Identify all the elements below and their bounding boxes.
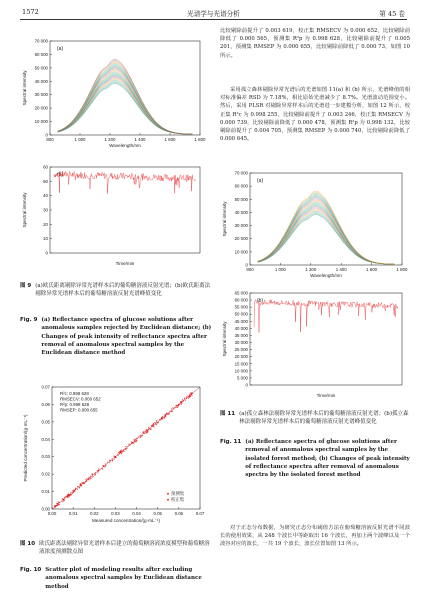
fig10-point: [92, 477, 93, 478]
fig11a-spectrum-line: [258, 215, 395, 265]
fig10-point: [128, 444, 129, 445]
fig9a-spectrum-line: [58, 66, 193, 135]
fig11a-xtick-label: 800: [246, 267, 254, 272]
fig10-point: [107, 462, 108, 463]
fig9a-spectrum-line: [58, 84, 193, 135]
fig10-point: [97, 472, 98, 473]
fig9a-ytick-label: 10 000: [34, 119, 48, 125]
fig10-ytick-label: 0.02: [41, 471, 50, 477]
fig10-point: [167, 414, 168, 415]
fig10-point: [144, 433, 145, 434]
fig10-point: [90, 475, 91, 476]
fig10-point: [119, 452, 120, 453]
fig10-point: [72, 493, 73, 494]
fig10-point: [98, 468, 99, 469]
fig10-xtick-label: 0.01: [68, 511, 78, 516]
fig11a-xtick-label: 1 600: [366, 267, 378, 272]
fig9a-chart: [18, 36, 208, 156]
fig11a-ylabel: Spectral intensity: [222, 201, 227, 237]
fig9a-ytick-label: 30 000: [34, 92, 48, 98]
fig11b-ytick-label: 65 000: [234, 290, 248, 296]
fig11a-ytick-label: 30 000: [234, 223, 248, 229]
journal-title: 光谱学与光谱分析: [187, 10, 240, 18]
fig11b-ytick-label: 10 000: [234, 368, 248, 374]
fig10-point: [54, 505, 55, 506]
fig10-point: [62, 501, 63, 502]
fig9a-spectrum-line: [58, 67, 193, 135]
fig9-label-cn: 图 9: [20, 283, 32, 289]
fig11a-ytick-label: 40 000: [234, 209, 248, 215]
fig9a-ytick-label: 50 000: [34, 65, 48, 71]
fig10-label-en: Fig. 10: [20, 567, 42, 573]
fig9-text-en: (a) Reflectance spectra of glucose solutions after anomalous samples rejected by Euclidean distance; (b) Changes of peak intensity of reflectance spectra after removal of anomalous spectral samples by the Euclidean distance method: [41, 317, 212, 357]
fig10-point: [109, 462, 110, 463]
fig9a-spectrum-line: [58, 69, 193, 134]
fig10-ytick-label: 0.07: [41, 384, 50, 390]
fig10-point: [57, 503, 58, 504]
paragraph-2: 采用孤立森林剔除异常光谱后的光谱如图 11(a) 和 (b) 所示，光谱峰值的相对标准偏差 RSD 为 7.18%，相比原始光谱减少了 8.7%。光谱波动范围变小。然后，采用 PLSR 对剔除异常样本后的光谱进一步建模分析，如图 12 所示，校正集 R²c 为 0.998 255，比较剔除前提升了 0.003 246，校正集 RMSECV 为 0.000 739，比较剔除前降低了 0.000 478，预测集 R²p 为 0.998 132，比较剔除前提升了 0.004 705，预测集 RMSEP 为 0.000 740，比较剔除前降低了 0.000 645。: [220, 87, 410, 143]
fig11a-spectrum-line: [258, 212, 395, 264]
fig10-point: [121, 453, 122, 454]
fig10-point: [70, 492, 71, 493]
fig11a-ytick-label: 50 000: [234, 196, 248, 202]
fig10-stat: RMSEP: 0.000 655: [60, 407, 98, 413]
fig10-point: [121, 449, 122, 450]
fig11a-ytick-label: 60 000: [234, 183, 248, 189]
fig10-point: [136, 438, 137, 439]
fig10-ytick-label: 0.00: [41, 506, 50, 512]
fig10-xtick-label: 0.05: [153, 511, 162, 516]
fig11a-ytick-label: 0: [245, 262, 248, 268]
fig10-point: [153, 423, 154, 424]
fig11b-ytick-label: 50 000: [234, 311, 248, 317]
fig10-point: [64, 499, 65, 500]
volume-label: 第 45 卷: [379, 10, 405, 18]
fig11b-ytick-label: 60 000: [234, 297, 248, 303]
fig11b-ytick-label: 45 000: [234, 318, 248, 324]
fig9-text-cn: (a)欧氏距离剔除异常光谱样本后的葡萄糖溶液反射光谱；(b)欧氏距离法剔除异常光谱样本后的葡萄糖溶液反射光谱峰值变化: [35, 283, 211, 298]
fig10-xtick-label: 0.03: [111, 511, 120, 516]
fig11-label-en: Fig. 11: [220, 439, 242, 445]
fig9b-xlabel: Time/min: [115, 261, 135, 266]
fig10-caption-cn: [20, 540, 212, 557]
fig10-point: [181, 404, 182, 405]
fig10-point: [141, 435, 142, 436]
fig10-point: [118, 455, 119, 456]
fig10-point: [90, 478, 91, 479]
fig10-point: [145, 430, 146, 431]
fig10-xlabel: Measured concentration/(g·mL⁻¹): [91, 518, 161, 523]
fig11b-tag: (b): [257, 298, 264, 304]
fig10-point: [162, 416, 163, 417]
page-number: 1572: [22, 8, 39, 16]
fig9b-ylabel: Spectral intensity: [22, 192, 27, 228]
fig9b-ytick-label: 50: [43, 178, 48, 184]
fig10-point: [143, 431, 144, 432]
fig10-point: [153, 426, 154, 427]
fig10-point: [112, 460, 113, 461]
fig10-xtick-label: 0.00: [47, 511, 57, 516]
fig11-caption-cn: [220, 410, 412, 427]
fig9a-ytick-label: 20 000: [34, 105, 48, 111]
fig9b-ytick-label: 10: [43, 236, 48, 242]
fig11a-xtick-label: 1 000: [274, 267, 286, 272]
fig11a-ytick-label: 70 000: [234, 170, 248, 176]
fig11a-spectrum-line: [258, 214, 395, 265]
fig10-point: [140, 437, 141, 438]
fig11b-ytick-label: 5 000: [237, 375, 248, 381]
fig10-point: [135, 441, 136, 442]
fig9a-ylabel: Spectral intensity: [22, 70, 27, 106]
fig11a-xlabel: Wavelength/nm: [310, 273, 342, 278]
fig11a-ytick-label: 20 000: [234, 236, 248, 242]
fig9a-spectrum-line: [58, 70, 193, 134]
fig9b: [18, 162, 208, 274]
fig10-legend-label: 校正集: [171, 497, 185, 502]
fig10-point: [152, 424, 153, 425]
fig10-point: [177, 406, 178, 407]
fig10-point: [151, 425, 152, 426]
fig10: [18, 382, 208, 532]
fig11b-ytick-label: 55 000: [234, 304, 248, 310]
fig10-point: [156, 420, 157, 421]
fig10-point: [191, 392, 192, 393]
fig10-point: [189, 394, 190, 395]
fig10-legend-marker: [167, 499, 169, 501]
fig10-point: [189, 397, 190, 398]
fig9a-xtick-label: 1 000: [74, 137, 86, 142]
fig10-chart: [18, 382, 208, 532]
fig9a-xtick-label: 1 200: [104, 137, 116, 142]
fig9a-spectrum-line: [58, 65, 193, 135]
fig9a-xlabel: Wavelength/nm: [109, 143, 141, 148]
fig11a-spectrum-line: [258, 192, 395, 264]
fig11a-spectrum-line: [258, 191, 395, 264]
fig11-text-cn: (a)孤立森林法剔除异常光谱样本后的葡萄糖溶液反射光谱；(b)孤立森林法剔除异常光谱样本后的葡萄糖溶液反射光谱峰值变化: [239, 411, 409, 426]
fig11a-xtick-label: 1 400: [335, 267, 347, 272]
fig11-label-cn: 图 11: [220, 411, 236, 417]
fig10-point: [113, 456, 114, 457]
fig9a-xtick-label: 800: [46, 137, 54, 142]
fig10-point: [105, 463, 106, 464]
fig10-point: [146, 432, 147, 433]
fig11-caption-en: [220, 438, 412, 479]
fig9a-spectrum-line: [58, 82, 193, 134]
fig10-point: [105, 466, 106, 467]
fig11a-tag: (a): [257, 178, 264, 184]
fig10-point: [75, 488, 76, 489]
fig10-xtick-label: 0.04: [132, 511, 141, 516]
fig10-ytick-label: 0.04: [41, 436, 50, 442]
fig10-label-cn: 图 10: [20, 541, 36, 547]
fig9a-ytick-label: 0: [45, 132, 48, 138]
fig11a: [218, 168, 410, 286]
fig9b-frame: [50, 167, 200, 253]
fig10-point: [93, 476, 94, 477]
fig11b-ylabel: Spectral intensity: [222, 321, 227, 357]
fig10-point: [157, 422, 158, 423]
fig10-point: [171, 408, 172, 409]
fig11b-chart: [218, 288, 410, 406]
fig11b-ytick-label: 15 000: [234, 361, 248, 367]
fig10-point: [175, 405, 176, 406]
fig10-ytick-label: 0.05: [41, 419, 50, 425]
fig10-point: [97, 470, 98, 471]
fig10-point: [133, 439, 134, 440]
fig11a-ytick-label: 10 000: [234, 249, 248, 255]
fig9a-xtick-label: 1 600: [164, 137, 176, 142]
fig11a-chart: [218, 168, 410, 286]
paragraph-1: 比较剔除前提升了 0.003 619，校正集 RMSECV 为 0.000 652，比较剔除前降低了 0.000 565，预测集 R²p 为 0.998 628，比较剔除前提升了 0.005 201，预测集 RMSEP 为 0.000 655，比较剔除前降低了 0.000 73，如图 10 所示。: [220, 28, 410, 59]
fig11a-xtick-label: 1 200: [305, 267, 317, 272]
fig9a-ytick-label: 70 000: [34, 38, 48, 44]
fig9a-ytick-label: 60 000: [34, 51, 48, 57]
fig10-point: [74, 491, 75, 492]
fig9-label-en: Fig. 9: [20, 317, 38, 323]
fig10-point: [109, 460, 110, 461]
fig11b-xlabel: Time/min: [316, 393, 336, 398]
fig10-point: [190, 392, 191, 393]
fig9b-tag: (b): [57, 172, 64, 178]
fig10-ylabel: Predicted concentration/(g·mL⁻¹): [23, 414, 28, 482]
fig10-point: [79, 487, 80, 488]
fig9b-ytick-label: 40: [43, 193, 48, 199]
fig9a-xtick-label: 1 400: [134, 137, 146, 142]
fig10-stat: RMSECV: 0.000 652: [60, 396, 101, 402]
fig10-caption-en: [20, 566, 212, 591]
fig10-xtick-label: 0.06: [174, 511, 184, 516]
fig10-point: [185, 400, 186, 401]
fig10-point: [182, 399, 183, 400]
fig10-point: [154, 422, 155, 423]
fig11b-ytick-label: 20 000: [234, 354, 248, 360]
fig9b-ytick-label: 60: [43, 164, 48, 170]
fig10-legend-label: 预测集: [171, 491, 185, 496]
fig11b-ytick-label: 25 000: [234, 347, 248, 353]
fig10-point: [85, 479, 86, 480]
fig10-point: [77, 486, 78, 487]
fig9-caption-en: [20, 316, 212, 357]
fig11a-spectrum-line: [258, 211, 395, 264]
fig10-point: [77, 489, 78, 490]
paragraph-3: 对于正态分布数据，为研究正态分布阈值方法在葡萄糖溶液反射光谱不同波长的使用效果，从 248 个波长中等距取出 16 个波长，再加上两个波峰以及一个波谷对应的波长，一共 19 个波长，波长位置如图 13 所示。: [220, 525, 410, 548]
fig10-point: [125, 446, 126, 447]
fig10-ytick-label: 0.03: [41, 454, 50, 460]
fig10-point: [95, 474, 96, 475]
header-rule: [20, 19, 407, 20]
fig10-point: [188, 398, 189, 399]
fig11b-ytick-label: 40 000: [234, 325, 248, 331]
fig10-point: [118, 452, 119, 453]
fig10-point: [191, 395, 192, 396]
fig11a-spectrum-line: [258, 196, 395, 265]
fig10-text-cn: 欧氏距离法剔除异常光谱样本后建立的葡萄糖溶液浓度模型和葡萄糖溶液浓度预测散点图: [39, 541, 210, 556]
fig10-point: [80, 483, 81, 484]
fig9a-spectrum-line: [58, 63, 193, 135]
fig10-ytick-label: 0.06: [41, 401, 50, 407]
fig10-stat: R²p: 0.998 628: [60, 402, 90, 407]
fig10-point: [164, 414, 165, 415]
fig11b-ytick-label: 0: [245, 382, 248, 388]
fig10-point: [63, 501, 64, 502]
fig10-point: [86, 478, 87, 479]
fig11b: [218, 288, 410, 406]
fig10-point: [151, 428, 152, 429]
fig10-xtick-label: 0.02: [90, 511, 99, 516]
fig10-point: [146, 429, 147, 430]
fig10-point: [148, 430, 149, 431]
fig10-point: [133, 442, 134, 443]
fig10-point: [55, 507, 56, 508]
fig10-xtick-label: 0.07: [195, 511, 205, 516]
fig10-point: [176, 407, 177, 408]
fig9a-spectrum-line: [58, 64, 193, 135]
fig9a-spectrum-line: [58, 62, 193, 135]
fig10-point: [65, 496, 66, 497]
fig9a-ytick-label: 40 000: [34, 78, 48, 84]
fig11b-ytick-label: 30 000: [234, 340, 248, 346]
fig10-point: [184, 397, 185, 398]
fig10-point: [164, 417, 165, 418]
fig9-caption-cn: [20, 282, 212, 299]
fig11b-peak-line: [254, 300, 398, 333]
fig10-point: [58, 504, 59, 505]
fig10-stat: R²c: 0.998 628: [60, 391, 89, 396]
fig9a: [18, 36, 208, 156]
fig11-text-en: (a) Reflectance spectra of glucose solutions after removal of anomalous spectral samples by the isolated forest method; (b) Changes of peak intensity of reflectance spectra after removal of anomalous spectra by the isolated forest method: [245, 439, 410, 479]
fig10-ytick-label: 0.01: [41, 489, 50, 495]
fig11a-spectrum-line: [258, 194, 395, 264]
fig9b-ytick-label: 20: [43, 221, 48, 227]
fig11b-frame: [250, 293, 402, 385]
fig10-point: [92, 474, 93, 475]
fig10-point: [187, 396, 188, 397]
fig10-point: [82, 482, 83, 483]
fig10-point: [136, 440, 137, 441]
fig10-point: [114, 459, 115, 460]
fig9a-spectrum-line: [58, 68, 193, 134]
fig10-point: [172, 407, 173, 408]
fig10-legend-marker: [167, 493, 169, 495]
fig9a-xtick-label: 1 800: [194, 137, 206, 142]
fig11a-spectrum-line: [258, 193, 395, 264]
fig11b-ytick-label: 35 000: [234, 332, 248, 338]
fig9b-chart: [18, 162, 208, 274]
fig9a-tag: (a): [57, 46, 64, 52]
fig9b-ytick-label: 30: [43, 207, 48, 213]
fig10-point: [68, 493, 69, 494]
fig10-text-en: Scatter plot of modeling results after excluding anomalous spectral samples by Euclidean distance method: [45, 567, 202, 590]
fig10-point: [64, 497, 65, 498]
fig10-point: [135, 438, 136, 439]
fig11a-xtick-label: 1 800: [396, 267, 408, 272]
fig9b-peak-line: [54, 171, 196, 194]
fig9b-ytick-label: 0: [45, 250, 48, 256]
